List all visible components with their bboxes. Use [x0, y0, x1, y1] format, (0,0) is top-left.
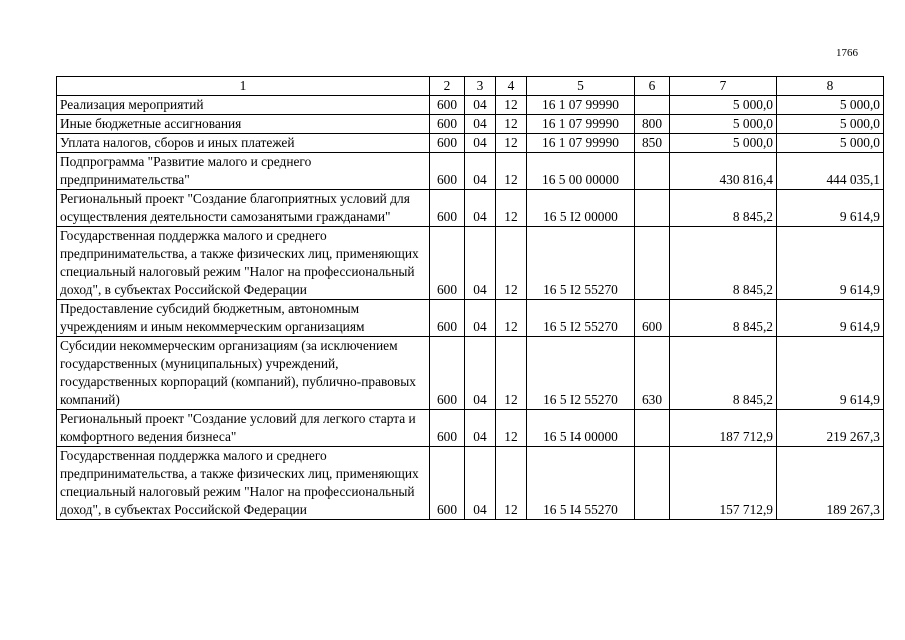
expense-type-cell: 800: [635, 115, 670, 134]
amount-cell: 5 000,0: [670, 115, 777, 134]
column-header: 5: [527, 77, 635, 96]
table-row: [57, 227, 884, 300]
ved-code-cell: 600: [430, 300, 465, 337]
column-header: 7: [670, 77, 777, 96]
row-name-cell: Государственная поддержка малого и среднего предпринимательства, а также физических лиц, применяющих специальный налоговый режим "Налог на профессиональный доход", в субъектах Российской Федерации: [57, 447, 430, 520]
target-article-cell: 16 5 00 00000: [527, 153, 635, 190]
amount-cell: 187 712,9: [670, 410, 777, 447]
column-header: 8: [777, 77, 884, 96]
amount-cell: 8 845,2: [670, 227, 777, 300]
column-header: 2: [430, 77, 465, 96]
target-article-cell: 16 5 I2 00000: [527, 190, 635, 227]
amount-cell: 9 614,9: [777, 227, 884, 300]
amount-cell: 5 000,0: [670, 96, 777, 115]
expense-type-cell: 630: [635, 337, 670, 410]
table-row: [57, 115, 884, 134]
amount-cell: 444 035,1: [777, 153, 884, 190]
expense-type-cell: 600: [635, 300, 670, 337]
row-name-cell: Реализация мероприятий: [57, 96, 430, 115]
amount-cell: 5 000,0: [777, 96, 884, 115]
subsection-code-cell: 12: [496, 300, 527, 337]
subsection-code-cell: 12: [496, 337, 527, 410]
budget-table: [56, 76, 884, 520]
amount-cell: 5 000,0: [670, 134, 777, 153]
amount-cell: 5 000,0: [777, 115, 884, 134]
expense-type-cell: [635, 410, 670, 447]
amount-cell: 8 845,2: [670, 300, 777, 337]
table-row: [57, 96, 884, 115]
target-article-cell: 16 1 07 99990: [527, 134, 635, 153]
subsection-code-cell: 12: [496, 410, 527, 447]
amount-cell: 189 267,3: [777, 447, 884, 520]
row-name-cell: Подпрограмма "Развитие малого и среднего предпринимательства": [57, 153, 430, 190]
section-code-cell: 04: [465, 190, 496, 227]
amount-cell: 157 712,9: [670, 447, 777, 520]
row-name-cell: Государственная поддержка малого и среднего предпринимательства, а также физических лиц, применяющих специальный налоговый режим "Налог на профессиональный доход", в субъектах Российской Федерации: [57, 227, 430, 300]
amount-cell: 9 614,9: [777, 190, 884, 227]
target-article-cell: 16 5 I2 55270: [527, 300, 635, 337]
expense-type-cell: 850: [635, 134, 670, 153]
subsection-code-cell: 12: [496, 96, 527, 115]
table-row: [57, 190, 884, 227]
ved-code-cell: 600: [430, 115, 465, 134]
amount-cell: 219 267,3: [777, 410, 884, 447]
column-header: 6: [635, 77, 670, 96]
subsection-code-cell: 12: [496, 190, 527, 227]
ved-code-cell: 600: [430, 447, 465, 520]
table-row: [57, 300, 884, 337]
expense-type-cell: [635, 190, 670, 227]
table-row: [57, 447, 884, 520]
target-article-cell: 16 5 I2 55270: [527, 227, 635, 300]
section-code-cell: 04: [465, 447, 496, 520]
column-header: 3: [465, 77, 496, 96]
subsection-code-cell: 12: [496, 227, 527, 300]
ved-code-cell: 600: [430, 337, 465, 410]
header-row: [57, 77, 884, 96]
section-code-cell: 04: [465, 300, 496, 337]
section-code-cell: 04: [465, 337, 496, 410]
ved-code-cell: 600: [430, 153, 465, 190]
amount-cell: 9 614,9: [777, 300, 884, 337]
ved-code-cell: 600: [430, 134, 465, 153]
amount-cell: 8 845,2: [670, 190, 777, 227]
section-code-cell: 04: [465, 96, 496, 115]
section-code-cell: 04: [465, 227, 496, 300]
subsection-code-cell: 12: [496, 134, 527, 153]
section-code-cell: 04: [465, 410, 496, 447]
table-row: [57, 410, 884, 447]
row-name-cell: Уплата налогов, сборов и иных платежей: [57, 134, 430, 153]
target-article-cell: 16 5 I2 55270: [527, 337, 635, 410]
section-code-cell: 04: [465, 153, 496, 190]
table-row: [57, 134, 884, 153]
subsection-code-cell: 12: [496, 153, 527, 190]
table-row: [57, 337, 884, 410]
column-header: 4: [496, 77, 527, 96]
row-name-cell: Субсидии некоммерческим организациям (за исключением государственных (муниципальных) учреждений, государственных корпораций (компаний), публично-правовых компаний): [57, 337, 430, 410]
target-article-cell: 16 5 I4 55270: [527, 447, 635, 520]
column-header: 1: [57, 77, 430, 96]
expense-type-cell: [635, 447, 670, 520]
expense-type-cell: [635, 153, 670, 190]
ved-code-cell: 600: [430, 227, 465, 300]
table-row: [57, 153, 884, 190]
amount-cell: 9 614,9: [777, 337, 884, 410]
section-code-cell: 04: [465, 115, 496, 134]
page-number: 1766: [836, 47, 858, 59]
amount-cell: 5 000,0: [777, 134, 884, 153]
target-article-cell: 16 1 07 99990: [527, 96, 635, 115]
ved-code-cell: 600: [430, 96, 465, 115]
amount-cell: 8 845,2: [670, 337, 777, 410]
amount-cell: 430 816,4: [670, 153, 777, 190]
target-article-cell: 16 1 07 99990: [527, 115, 635, 134]
section-code-cell: 04: [465, 134, 496, 153]
target-article-cell: 16 5 I4 00000: [527, 410, 635, 447]
ved-code-cell: 600: [430, 190, 465, 227]
row-name-cell: Предоставление субсидий бюджетным, автономным учреждениям и иным некоммерческим организациям: [57, 300, 430, 337]
expense-type-cell: [635, 96, 670, 115]
row-name-cell: Региональный проект "Создание благоприятных условий для осуществления деятельности самозанятыми гражданами": [57, 190, 430, 227]
subsection-code-cell: 12: [496, 447, 527, 520]
row-name-cell: Иные бюджетные ассигнования: [57, 115, 430, 134]
row-name-cell: Региональный проект "Создание условий для легкого старта и комфортного ведения бизнеса": [57, 410, 430, 447]
expense-type-cell: [635, 227, 670, 300]
subsection-code-cell: 12: [496, 115, 527, 134]
ved-code-cell: 600: [430, 410, 465, 447]
